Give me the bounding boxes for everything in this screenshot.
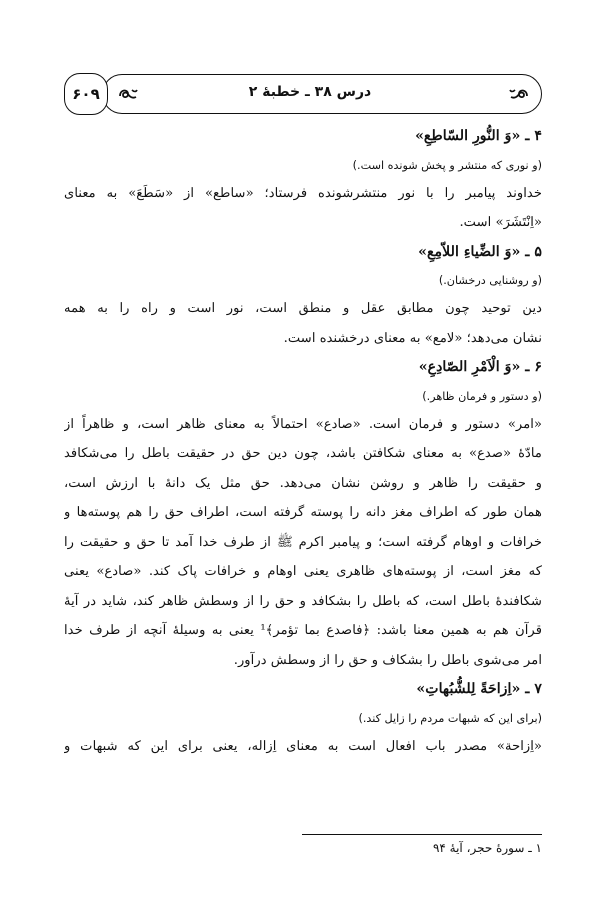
paragraph-last-line: «اِنْتَشَرَ» است. [459, 215, 542, 230]
paragraph-line: که مغز است، از پوسته‌های ظاهری یعنی اوهام و خرافات پاک کند. «صادع» یعنی [64, 564, 542, 579]
footnote: ۱ ـ سورهٔ حجر، آیهٔ ۹۴ [432, 841, 542, 855]
paragraph-last-line: امر می‌شوی باطل را بشکاف و حق را از وسطش درآور. [233, 652, 542, 668]
body-text [64, 122, 542, 761]
header-title: درس ۳۸ ـ خطبهٔ ۲ [248, 84, 372, 100]
translation-line: (برای این که شبهات مردم را زایل کند.) [358, 711, 542, 725]
paragraph-line: «امر» دستور و فرمان است. «صادع» احتمالاً به معنای ظاهر است، و ظاهراً از [64, 416, 542, 432]
section-heading: ۵ ـ «وَ الضِّیاءِ اللاّمِعِ» [418, 243, 542, 260]
translation-line: (و نوری که منتشر و پخش شونده است.) [352, 158, 542, 172]
translation-line: (و دستور و فرمان ظاهر.) [422, 389, 542, 403]
page-number: ۶۰۹ [64, 73, 108, 115]
ornament-left-icon [117, 86, 139, 102]
paragraph-line: «اِزاحة» مصدر باب افعال است به معنای اِزاله، یعنی برای این که شبهات و [64, 738, 542, 754]
paragraph-line: خداوند پیامبر را با نور منتشرشونده فرستاد؛ «ساطع» از «سَطَعَ» به معنای [64, 185, 542, 201]
footnote-divider [302, 834, 542, 835]
paragraph-line: همان طور که اطراف مغز دانه را پوسته گرفته است، اطراف حق را هم پوسته‌ها و [64, 505, 542, 520]
paragraph-line: خرافات و اوهام گرفته است؛ و پیامبر اکرم ﷺ از طرف خدا آمد تا حق و حقیقت را [64, 534, 542, 550]
paragraph-last-line: نشان می‌دهد؛ «لامع» به معنای درخشنده است. [283, 330, 542, 346]
paragraph-line: دین توحید چون مطابق عقل و منطق است، نور است و راه را به همه [64, 301, 542, 316]
section-heading: ۷ ـ «اِزاحَةً لِلشُّبُهاتِ» [416, 681, 542, 697]
paragraph-line: مادّهٔ «صدع» به معنای شکافتن باشد، چون دین حق در حقیقت باطل را می‌شکافد [64, 446, 542, 461]
paragraph-line: قرآن هم به همین معنا باشد: ﴿فاصدع بما تؤمر﴾¹ یعنی به وسیلهٔ آنچه از طرف خدا [64, 623, 542, 638]
section-heading: ۴ ـ «وَ النُّورِ السّاطِعِ» [415, 128, 542, 144]
section-heading: ۶ ـ «وَ الْاَمْرِ الصّادِعِ» [418, 359, 542, 375]
paragraph-line: شکافندهٔ باطل است، که باطل را بشکافد و حق را از وسطش ظاهر کند، شاید در آیهٔ [64, 593, 542, 609]
paragraph-line: و حقیقت را ظاهر و روشن نشان می‌دهد. حق مثل یک دانهٔ با ارزش است، [64, 475, 542, 491]
ornament-right-icon [508, 86, 530, 102]
translation-line: (و روشنایی درخشان.) [438, 274, 542, 287]
